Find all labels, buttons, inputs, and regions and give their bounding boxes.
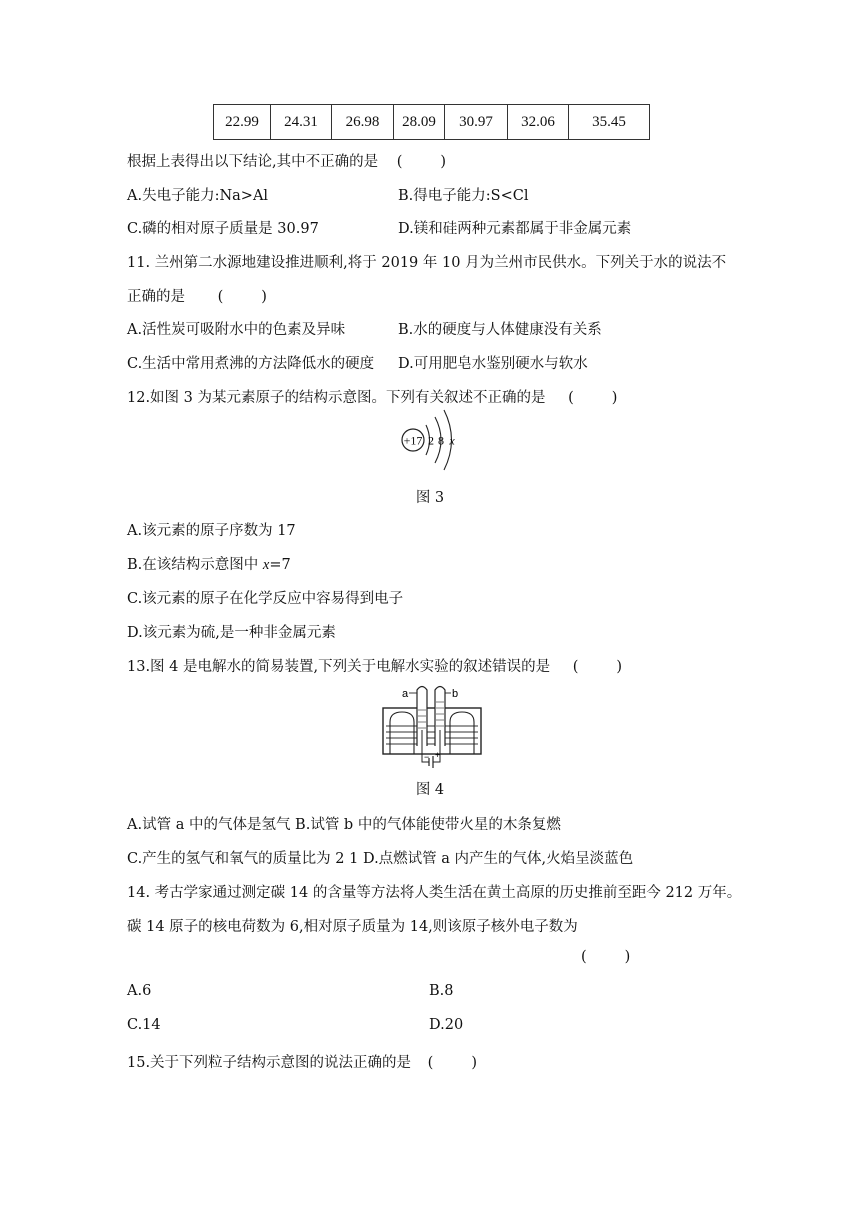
atomic-mass-table	[213, 104, 650, 140]
negative-sign: −	[424, 752, 430, 762]
q12-option-d: D.该元素为硫,是一种非金属元素	[127, 625, 336, 641]
q11-stem-text: 正确的是	[127, 289, 185, 305]
answer-bracket-close: )	[624, 949, 631, 965]
q11-stem-line1: 11. 兰州第二水源地建设推进顺利,将于 2019 年 10 月为兰州市民供水。下列关于水的说法不	[127, 255, 727, 271]
answer-bracket-close: )	[471, 1055, 478, 1071]
shell-1-electrons: 2	[428, 433, 434, 448]
q10-option-d: D.镁和硅两种元素都属于非金属元素	[398, 221, 632, 237]
table-cell: 30.97	[445, 105, 508, 140]
answer-bracket-open: (	[572, 659, 579, 675]
q12-option-b-suffix: =7	[269, 557, 291, 573]
q12-option-c: C.该元素的原子在化学反应中容易得到电子	[127, 591, 404, 607]
answer-bracket-open: (	[568, 390, 574, 406]
answer-bracket-close: )	[616, 659, 623, 675]
q11-option-d: D.可用肥皂水鉴别硬水与软水	[398, 356, 588, 372]
table-cell: 32.06	[508, 105, 569, 140]
q12-option-b	[127, 553, 291, 574]
q13-stem-text: 13.图 4 是电解水的简易装置,下列关于电解水实验的叙述错误的是	[127, 659, 551, 675]
label-a: a	[402, 688, 409, 700]
q14-option-b: B.8	[429, 983, 454, 999]
q12-option-b-prefix: B.在该结构示意图中	[127, 557, 263, 573]
table-cell: 26.98	[332, 105, 394, 140]
answer-bracket-close: )	[611, 390, 618, 406]
q10-option-b: B.得电子能力:S<Cl	[398, 188, 529, 204]
q12-option-b-variable: x	[262, 557, 270, 573]
q14-answer-bracket	[581, 949, 630, 965]
figure-3-caption: 图 3	[415, 490, 445, 506]
q13-options-line2: C.产生的氢气和氧气的质量比为 2 1 D.点燃试管 a 内产生的气体,火焰呈淡蓝色	[127, 851, 634, 867]
q11-stem-line2	[127, 285, 267, 306]
answer-bracket-open: (	[396, 154, 403, 170]
water-lines	[386, 726, 478, 744]
q12-option-a: A.该元素的原子序数为 17	[127, 523, 296, 539]
atom-structure-diagram	[395, 405, 465, 475]
table-row	[214, 105, 650, 140]
q10-stem-text: 根据上表得出以下结论,其中不正确的是	[127, 154, 379, 170]
q11-option-b: B.水的硬度与人体健康没有关系	[398, 322, 602, 338]
q10-stem	[127, 150, 446, 171]
shell-3-electrons: x	[449, 433, 455, 448]
right-support	[450, 712, 474, 754]
q15-stem	[127, 1051, 477, 1072]
q10-option-c: C.磷的相对原子质量是 30.97	[127, 221, 319, 237]
label-b: b	[452, 688, 459, 700]
q13-stem	[127, 655, 622, 676]
table-cell: 35.45	[569, 105, 650, 140]
q14-option-c: C.14	[127, 1017, 161, 1033]
q14-stem-line1: 14. 考古学家通过测定碳 14 的含量等方法将人类生活在黄土高原的历史推前至距今 212 万年。	[127, 885, 742, 901]
table-cell: 24.31	[271, 105, 332, 140]
q12-stem	[127, 386, 617, 407]
q11-option-c: C.生活中常用煮沸的方法降低水的硬度	[127, 356, 375, 372]
q15-stem-text: 15.关于下列粒子结构示意图的说法正确的是	[127, 1055, 412, 1071]
answer-bracket-open: (	[427, 1055, 434, 1071]
nucleus-charge: +17	[403, 433, 423, 448]
q14-stem-line2: 碳 14 原子的核电荷数为 6,相对原子质量为 14,则该原子核外电子数为	[127, 919, 578, 935]
answer-bracket-close: )	[261, 289, 267, 305]
left-support	[390, 712, 414, 754]
answer-bracket-close: )	[440, 154, 447, 170]
shell-2-electrons: 8	[438, 433, 444, 448]
q14-option-d: D.20	[429, 1017, 464, 1033]
table-cell: 28.09	[394, 105, 445, 140]
electrolysis-apparatus-diagram	[380, 680, 484, 768]
table-cell: 22.99	[214, 105, 271, 140]
positive-sign: +	[435, 750, 441, 760]
q12-stem-text: 12.如图 3 为某元素原子的结构示意图。下列有关叙述不正确的是	[127, 390, 546, 406]
q13-options-line1: A.试管 a 中的气体是氢气 B.试管 b 中的气体能使带火星的木条复燃	[127, 817, 561, 833]
q11-option-a: A.活性炭可吸附水中的色素及异味	[127, 322, 346, 338]
answer-bracket-open: (	[581, 949, 587, 965]
q10-option-a: A.失电子能力:Na>Al	[127, 188, 269, 204]
answer-bracket-open: (	[217, 289, 224, 305]
figure-4-caption: 图 4	[415, 782, 445, 798]
water-trough	[383, 708, 481, 754]
q14-option-a: A.6	[127, 983, 152, 999]
